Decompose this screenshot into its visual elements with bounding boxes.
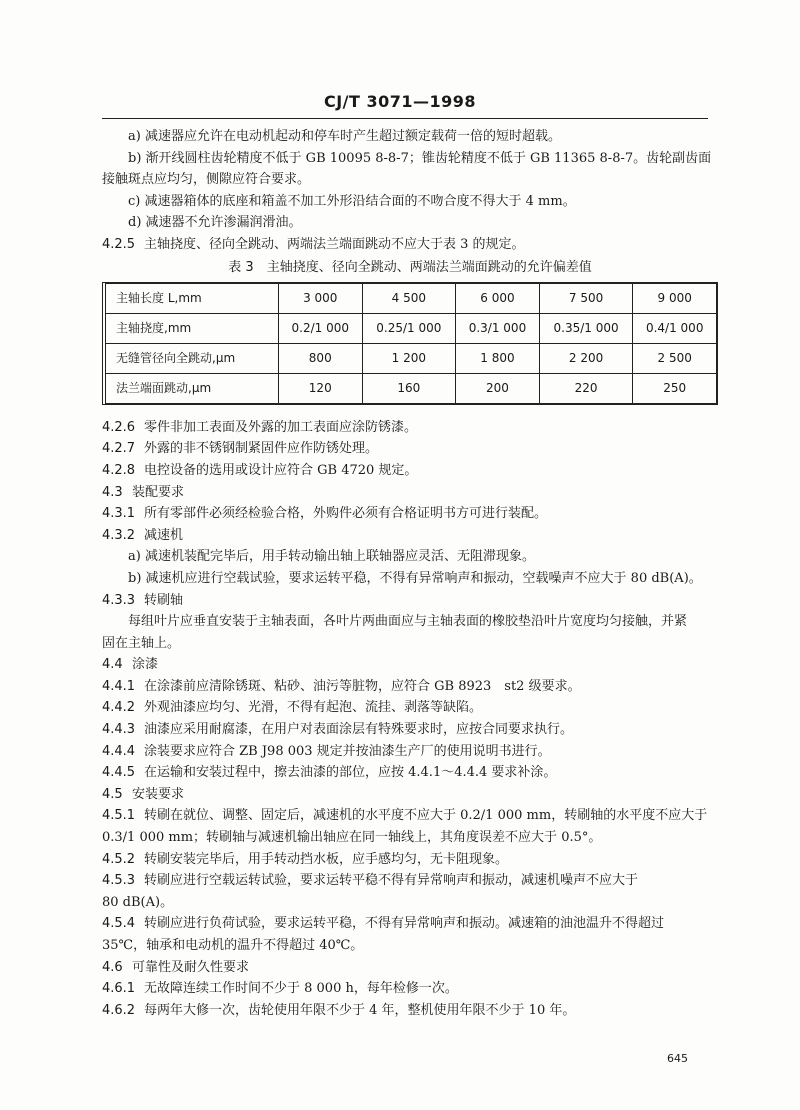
clause-4-2-6: 4.2.6 零件非加工表面及外露的加工表面应涂防锈漆。 — [102, 419, 418, 435]
clause-4-5-4-continued: 35℃，轴承和电动机的温升不得超过 40℃。 — [102, 938, 364, 953]
section-4-5: 4.5 安装要求 — [102, 786, 185, 802]
clause-4-3-2-a: a) 减速机装配完毕后，用手转动输出轴上联轴器应灵活、无阻滞现象。 — [128, 549, 535, 565]
table-cell: 1 800 — [456, 344, 540, 374]
table-row — [106, 344, 717, 374]
table-cell: 0.35/1 000 — [539, 314, 633, 344]
clause-4-5-1: 4.5.1 转刷在就位、调整、固定后，减速机的水平度不应大于 0.2/1 000 mm，转刷轴的水平度不应大于 — [102, 808, 708, 824]
clause-4-5-4: 4.5.4 转刷应进行负荷试验，要求运转平稳，不得有异常响声和振动。减速箱的油池温升不得超过 — [102, 916, 665, 932]
table-cell: 2 500 — [633, 344, 717, 374]
table-cell: 7 500 — [539, 284, 633, 314]
table-cell: 6 000 — [456, 284, 540, 314]
list-item-b: b) 渐开线圆柱齿轮精度不低于 GB 10095 8-8-7；锥齿轮精度不低于 GB 11365 8-8-7。齿轮副齿面 — [128, 150, 712, 166]
clause-4-4-4: 4.4.4 涂装要求应符合 ZB J98 003 规定并按油漆生产厂的使用说明书进行。 — [102, 743, 551, 759]
table-cell: 800 — [279, 344, 363, 374]
table-cell: 0.3/1 000 — [456, 314, 540, 344]
table-cell: 9 000 — [633, 284, 717, 314]
clause-4-4-3: 4.4.3 油漆应采用耐腐漆，在用户对表面涂层有特殊要求时，应按合同要求执行。 — [102, 722, 574, 738]
table-cell: 2 200 — [539, 344, 633, 374]
table-3-frame — [102, 282, 718, 405]
table-cell: 0.25/1 000 — [362, 314, 456, 344]
table-3-caption: 表 3 主轴挠度、径向全跳动、两端法兰端面跳动的允许偏差值 — [228, 259, 592, 275]
clause-4-5-1-continued: 0.3/1 000 mm；转刷轴与减速机输出轴应在同一轴线上，其角度误差不应大于 0.5°。 — [102, 830, 602, 846]
clause-4-5-2: 4.5.2 转刷安装完毕后，用手转动挡水板，应手感均匀，无卡阻现象。 — [102, 851, 509, 867]
table-row — [106, 374, 717, 404]
table-cell: 1 200 — [362, 344, 456, 374]
clause-4-3-2: 4.3.2 减速机 — [102, 527, 184, 543]
clause-4-2-5: 4.2.5 主轴挠度、径向全跳动、两端法兰端面跳动不应大于表 3 的规定。 — [102, 236, 525, 252]
clause-4-4-1: 4.4.1 在涂漆前应清除锈斑、粘砂、油污等脏物，应符合 GB 8923 st2 级要求。 — [102, 678, 581, 694]
clause-4-4-5: 4.4.5 在运输和安装过程中，擦去油漆的部位，应按 4.4.1～4.4.4 要求补涂。 — [102, 765, 557, 781]
clause-4-3-3-text: 每组叶片应垂直安装于主轴表面，各叶片两曲面应与主轴表面的橡胶垫沿叶片宽度均匀接触，并紧 — [128, 614, 688, 630]
section-4-3: 4.3 装配要求 — [102, 484, 185, 500]
clause-4-6-2: 4.6.2 每两年大修一次，齿轮使用年限不少于 4 年，整机使用年限不少于 10 年。 — [102, 1002, 576, 1018]
clause-4-3-2-b: b) 减速机应进行空载试验，要求运转平稳，不得有异常响声和振动，空载噪声不应大于 80 dB(A)。 — [128, 570, 702, 586]
table-row-header: 无缝管径向全跳动,μm — [106, 344, 279, 374]
clause-4-3-1: 4.3.1 所有零部件必须经检验合格，外购件必须有合格证明书方可进行装配。 — [102, 506, 548, 522]
table-row-header: 主轴挠度,mm — [106, 314, 279, 344]
table-row — [106, 314, 717, 344]
table-cell: 220 — [539, 374, 633, 404]
table-cell: 200 — [456, 374, 540, 404]
section-4-6: 4.6 可靠性及耐久性要求 — [102, 959, 250, 975]
clause-4-6-1: 4.6.1 无故障连续工作时间不少于 8 000 h，每年检修一次。 — [102, 981, 458, 997]
clause-4-5-3: 4.5.3 转刷应进行空载运转试验，要求运转平稳不得有异常响声和振动，减速机噪声不应大于 — [102, 873, 639, 889]
list-item-c: c) 减速器箱体的底座和箱盖不加工外形沿结合面的不吻合度不得大于 4 mm。 — [128, 193, 576, 209]
list-item-b-continued: 接触斑点应均匀，侧隙应符合要求。 — [102, 172, 311, 188]
clause-4-2-8: 4.2.8 电控设备的选用或设计应符合 GB 4720 规定。 — [102, 462, 418, 478]
table-row-header: 主轴长度 L,mm — [106, 284, 279, 314]
table-cell: 120 — [279, 374, 363, 404]
table-row — [106, 284, 717, 314]
clause-4-3-3: 4.3.3 转刷轴 — [102, 592, 184, 608]
table-cell: 160 — [362, 374, 456, 404]
table-cell: 4 500 — [362, 284, 456, 314]
table-cell: 0.4/1 000 — [633, 314, 717, 344]
table-cell: 0.2/1 000 — [279, 314, 363, 344]
clause-4-2-7: 4.2.7 外露的非不锈钢制紧固件应作防锈处理。 — [102, 441, 379, 457]
table-row-header: 法兰端面跳动,μm — [106, 374, 279, 404]
clause-4-5-3-continued: 80 dB(A)。 — [102, 894, 174, 910]
body-content — [102, 126, 718, 1021]
clause-4-3-3-text-continued: 固在主轴上。 — [102, 635, 181, 651]
standard-code-header: CJ/T 3071—1998 — [323, 92, 477, 111]
list-item-d: d) 减速器不允许渗漏润滑油。 — [128, 215, 302, 231]
list-item-a: a) 减速器应允许在电动机起动和停车时产生超过额定载荷一倍的短时超载。 — [128, 129, 561, 144]
page-number: 645 — [667, 1052, 688, 1065]
section-4-4: 4.4 涂漆 — [102, 657, 159, 673]
header-rule — [102, 118, 708, 119]
clause-4-4-2: 4.4.2 外观油漆应均匀、光滑，不得有起泡、流挂、剥落等缺陷。 — [102, 700, 483, 716]
table-cell: 250 — [633, 374, 717, 404]
table-3 — [105, 283, 717, 404]
table-cell: 3 000 — [279, 284, 363, 314]
